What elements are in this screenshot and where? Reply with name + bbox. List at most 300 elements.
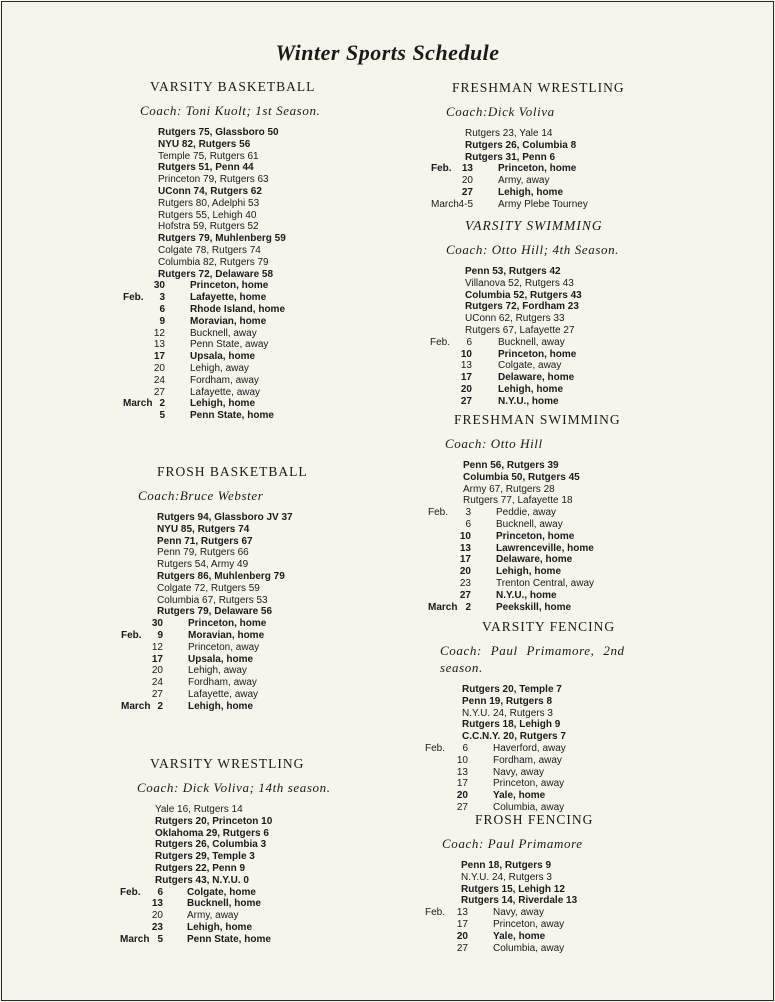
month-label: Feb. (431, 163, 452, 175)
coach-line: Coach:Bruce Webster (138, 488, 264, 503)
varsity-wrestling-section (0, 755, 388, 946)
fixture-text: Lehigh, home (188, 700, 253, 712)
schedule-row (0, 828, 388, 840)
schedule-row (0, 387, 388, 399)
result-text: NYU 85, Rutgers 74 (157, 523, 250, 535)
day-number: 13 (456, 766, 468, 778)
fixture-text: Princeton, away (188, 641, 260, 653)
freshman-wrestling-section (388, 79, 775, 211)
schedule-row (0, 816, 388, 828)
schedule-row (388, 175, 775, 187)
result-text: C.C.N.Y. 20, Rutgers 7 (462, 731, 566, 743)
result-text: NYU 82, Rutgers 56 (158, 138, 251, 150)
schedule-row (0, 198, 388, 210)
fixture-text: Peekskill, home (496, 601, 572, 613)
day-number: 24 (153, 374, 165, 386)
coach-line: Coach: Toni Kuolt; 1st Season. (140, 103, 321, 118)
day-number: 9 (157, 629, 163, 641)
result-text: Villanova 52, Rutgers 43 (465, 277, 574, 289)
day-number: 27 (460, 395, 472, 407)
schedule-row (388, 566, 775, 578)
result-text: Penn 53, Rutgers 42 (465, 266, 561, 277)
coach-line: Coach: Paul Primamore (442, 836, 583, 851)
schedule-row (0, 642, 388, 654)
frosh-basketball-section (0, 463, 388, 713)
schedule-row (0, 583, 388, 595)
month-label: March (121, 700, 151, 712)
frosh-fencing-section (388, 811, 775, 954)
fixture-text: Lehigh, home (187, 921, 252, 933)
fixture-text: Bucknell, away (190, 327, 257, 339)
day-number: 17 (151, 653, 163, 665)
section-heading: VARSITY FENCING (482, 619, 616, 634)
fixture-text: Lehigh, home (498, 383, 563, 395)
schedule-row (388, 349, 775, 361)
schedule-row (388, 484, 775, 496)
day-number: 27 (153, 386, 165, 398)
result-text: UConn 62, Rutgers 33 (465, 313, 565, 325)
result-text: Rutgers 43, N.Y.U. 0 (155, 874, 249, 886)
day-number: 20 (151, 665, 163, 677)
schedule-row (0, 665, 388, 677)
day-number: 20 (153, 362, 165, 374)
day-number: 13 (456, 907, 468, 919)
section-heading: VARSITY BASKETBALL (150, 79, 316, 94)
day-number: 13 (151, 898, 163, 910)
schedule-row (388, 313, 775, 325)
day-number: 24 (151, 677, 163, 689)
schedule-row (388, 128, 775, 140)
fixture-text: Princeton, home (498, 163, 577, 175)
day-number: 13 (461, 163, 473, 175)
fixture-text: Lafayette, away (188, 688, 259, 700)
schedule-row (388, 919, 775, 931)
results-list (388, 128, 775, 211)
schedule-row (0, 571, 388, 583)
fixture-text: Peddie, away (496, 507, 557, 519)
fixture-text: Fordham, away (493, 754, 562, 766)
day-number: 17 (460, 372, 472, 384)
day-number: 30 (151, 618, 163, 630)
fixture-text: Lehigh, away (188, 665, 247, 677)
fixture-text: Columbia, away (493, 801, 565, 813)
fixture-text: Army, away (187, 910, 239, 922)
schedule-row (388, 872, 775, 884)
coach-line: Coach: Dick Voliva; 14th season. (137, 780, 331, 795)
fixture-text: Haverford, away (493, 742, 566, 754)
schedule-row (0, 934, 388, 946)
day-number: 17 (153, 351, 165, 363)
result-text: UConn 74, Rutgers 62 (158, 185, 262, 197)
schedule-row (0, 701, 388, 713)
month-label: Feb. (120, 886, 141, 898)
schedule-row (0, 280, 388, 292)
fixture-text: Moravian, home (190, 315, 267, 327)
result-text: Rutgers 75, Glassboro 50 (158, 127, 279, 138)
results-list (0, 127, 388, 422)
result-text: Oklahoma 29, Rutgers 6 (155, 827, 269, 839)
day-number: 10 (456, 754, 468, 766)
fixture-text: Upsala, home (190, 351, 256, 363)
fixture-text: Bucknell, away (496, 518, 563, 530)
fixture-text: Princeton, home (498, 348, 577, 360)
schedule-row (388, 554, 775, 566)
schedule-row (388, 278, 775, 290)
schedule-row (0, 887, 388, 899)
fixture-text: Navy, away (493, 766, 544, 778)
schedule-row (0, 863, 388, 875)
schedule-row (0, 363, 388, 375)
schedule-row (0, 292, 388, 304)
day-number: 6 (466, 336, 472, 348)
day-number: 10 (459, 530, 471, 542)
fixture-text: Army, away (498, 175, 550, 187)
schedule-row (0, 221, 388, 233)
results-list (388, 460, 775, 613)
schedule-row (0, 875, 388, 887)
result-text: Rutgers 26, Columbia 8 (465, 139, 577, 151)
day-number: 2 (465, 601, 471, 613)
day-number: 27 (459, 589, 471, 601)
schedule-row (0, 316, 388, 328)
day-number: 3 (465, 507, 471, 519)
schedule-row (388, 578, 775, 590)
section-heading: FRESHMAN SWIMMING (454, 412, 621, 427)
schedule-row (388, 519, 775, 531)
schedule-row (388, 860, 775, 872)
schedule-row (388, 187, 775, 199)
fixture-text: Lehigh, home (498, 186, 563, 198)
day-number: 6 (462, 742, 468, 754)
schedule-row (388, 790, 775, 802)
day-number: 17 (456, 918, 468, 930)
fixture-text: Princeton, away (493, 918, 565, 930)
result-text: Rutgers 15, Lehigh 12 (461, 883, 565, 895)
schedule-row (0, 922, 388, 934)
day-number: 5 (159, 410, 165, 422)
schedule-row (388, 163, 775, 175)
schedule-row (388, 602, 775, 614)
month-label: Feb. (430, 336, 451, 348)
day-number: 23 (151, 921, 163, 933)
fixture-text: Trenton Central, away (496, 577, 595, 589)
schedule-row (0, 839, 388, 851)
schedule-row (0, 139, 388, 151)
fixture-text: Fordham, away (190, 374, 259, 386)
results-list (388, 860, 775, 954)
results-list (0, 512, 388, 713)
schedule-row (388, 325, 775, 337)
schedule-row (388, 337, 775, 349)
schedule-row (0, 245, 388, 257)
fixture-text: N.Y.U., home (498, 395, 559, 407)
schedule-row (0, 351, 388, 363)
result-text: Rutgers 79, Delaware 56 (157, 606, 273, 618)
fixture-text: Army Plebe Tourney (498, 198, 588, 210)
fixture-text: Penn State, away (190, 339, 269, 351)
results-list (0, 804, 388, 946)
result-text: Penn 19, Rutgers 8 (462, 695, 553, 707)
schedule-row (0, 186, 388, 198)
day-number: 20 (460, 383, 472, 395)
schedule-row (0, 233, 388, 245)
fixture-text: Lehigh, home (190, 398, 255, 410)
day-number: 2 (159, 398, 165, 410)
schedule-row (0, 630, 388, 642)
result-text: N.Y.U. 24, Rutgers 3 (462, 707, 553, 719)
schedule-row (0, 512, 388, 524)
schedule-row (0, 162, 388, 174)
fixture-text: Bucknell, away (498, 336, 565, 348)
fixture-text: Rhode Island, home (190, 303, 286, 315)
result-text: Rutgers 55, Lehigh 40 (158, 209, 257, 221)
day-number: 17 (459, 554, 471, 566)
schedule-row (0, 151, 388, 163)
result-text: Rutgers 29, Temple 3 (155, 851, 255, 863)
schedule-row (388, 684, 775, 696)
result-text: Rutgers 31, Penn 6 (465, 151, 556, 163)
day-number: 4-5 (458, 198, 473, 210)
day-number: 20 (461, 175, 473, 187)
fixture-text: Bucknell, home (187, 898, 261, 910)
day-number: 23 (459, 577, 471, 589)
schedule-row (0, 851, 388, 863)
result-text: Penn 56, Rutgers 39 (463, 460, 559, 471)
result-text: Rutgers 94, Glassboro JV 37 (157, 512, 293, 523)
schedule-row (388, 543, 775, 555)
coach-line: Coach: Paul Primamore, 2nd season. (440, 643, 625, 675)
schedule-row (388, 140, 775, 152)
schedule-row (0, 524, 388, 536)
fixture-text: Navy, away (493, 907, 544, 919)
result-text: Columbia 52, Rutgers 43 (465, 289, 582, 301)
result-text: Rutgers 23, Yale 14 (465, 128, 553, 139)
month-label: Feb. (123, 292, 144, 304)
schedule-row (0, 606, 388, 618)
schedule-row (0, 269, 388, 281)
fixture-text: Penn State, home (187, 933, 271, 945)
day-number: 27 (456, 942, 468, 954)
schedule-row (0, 804, 388, 816)
result-text: Rutgers 86, Muhlenberg 79 (157, 570, 285, 582)
varsity-basketball-section (0, 78, 388, 422)
schedule-row (0, 677, 388, 689)
schedule-row (0, 339, 388, 351)
day-number: 27 (151, 688, 163, 700)
result-text: Colgate 72, Rutgers 59 (157, 582, 260, 594)
freshman-swimming-section (388, 411, 775, 613)
fixture-text: Princeton, home (496, 530, 575, 542)
result-text: Rutgers 22, Penn 9 (155, 862, 246, 874)
fixture-text: Colgate, home (187, 886, 256, 898)
result-text: Rutgers 72, Fordham 23 (465, 301, 579, 313)
day-number: 12 (151, 641, 163, 653)
schedule-row (388, 755, 775, 767)
fixture-text: Lawrenceville, home (496, 542, 594, 554)
page-title: Winter Sports Schedule (275, 40, 500, 65)
fixture-text: Delaware, home (496, 554, 573, 566)
schedule-row (388, 895, 775, 907)
result-text: Penn 71, Rutgers 67 (157, 535, 253, 547)
schedule-row (388, 396, 775, 408)
schedule-row (0, 257, 388, 269)
results-list (388, 684, 775, 814)
day-number: 13 (460, 360, 472, 372)
result-text: Colgate 78, Rutgers 74 (158, 244, 261, 256)
schedule-row (388, 507, 775, 519)
coach-line: Coach:Dick Voliva (446, 104, 555, 119)
fixture-text: Lafayette, home (190, 292, 267, 304)
day-number: 20 (459, 566, 471, 578)
result-text: Rutgers 20, Princeton 10 (155, 815, 273, 827)
schedule-row (0, 547, 388, 559)
result-text: Rutgers 54, Army 49 (157, 559, 249, 571)
day-number: 20 (456, 790, 468, 802)
schedule-row (388, 531, 775, 543)
fixture-text: Yale, home (493, 930, 546, 942)
schedule-row (388, 472, 775, 484)
result-text: Princeton 79, Rutgers 63 (158, 174, 269, 186)
varsity-fencing-section (388, 618, 775, 814)
result-text: Yale 16, Rutgers 14 (155, 804, 243, 815)
schedule-row (388, 696, 775, 708)
fixture-text: Penn State, home (190, 410, 274, 422)
result-text: Hofstra 59, Rutgers 52 (158, 221, 259, 233)
fixture-text: Upsala, home (188, 653, 254, 665)
schedule-row (0, 898, 388, 910)
schedule-row (388, 884, 775, 896)
schedule-row (0, 375, 388, 387)
fixture-text: Colgate, away (498, 360, 562, 372)
schedule-row (388, 719, 775, 731)
result-text: Columbia 50, Rutgers 45 (463, 471, 580, 483)
month-label: Feb. (428, 507, 449, 519)
schedule-row (388, 731, 775, 743)
schedule-row (0, 654, 388, 666)
result-text: Columbia 82, Rutgers 79 (158, 256, 269, 268)
day-number: 27 (456, 801, 468, 813)
day-number: 6 (465, 518, 471, 530)
fixture-text: Yale, home (493, 790, 546, 802)
day-number: 10 (460, 348, 472, 360)
schedule-row (388, 152, 775, 164)
day-number: 3 (159, 292, 165, 304)
month-label: Feb. (425, 742, 446, 754)
result-text: Columbia 67, Rutgers 53 (157, 594, 268, 606)
schedule-row (0, 910, 388, 922)
result-text: N.Y.U. 24, Rutgers 3 (461, 871, 552, 883)
result-text: Rutgers 26, Columbia 3 (155, 839, 267, 851)
month-label: Feb. (425, 907, 446, 919)
fixture-text: Princeton, home (190, 280, 269, 292)
fixture-text: Columbia, away (493, 942, 565, 954)
schedule-row (0, 127, 388, 139)
schedule-row (388, 290, 775, 302)
schedule-row (388, 708, 775, 720)
day-number: 5 (157, 933, 163, 945)
fixture-text: Lehigh, away (190, 362, 249, 374)
day-number: 13 (459, 542, 471, 554)
result-text: Penn 79, Rutgers 66 (157, 547, 249, 559)
schedule-row (0, 410, 388, 422)
day-number: 17 (456, 778, 468, 790)
schedule-row (388, 301, 775, 313)
result-text: Rutgers 14, Riverdale 13 (461, 895, 578, 907)
month-label: Feb. (121, 629, 142, 641)
day-number: 27 (461, 186, 473, 198)
results-list (388, 266, 775, 408)
month-label: March (428, 601, 458, 613)
section-heading: VARSITY WRESTLING (150, 756, 305, 771)
schedule-row (388, 931, 775, 943)
coach-line: Coach: Otto Hill (445, 436, 543, 451)
schedule-row (0, 210, 388, 222)
varsity-swimming-section (388, 217, 775, 408)
coach-line: Coach: Otto Hill; 4th Season. (446, 242, 620, 257)
month-label: March (431, 198, 459, 210)
fixture-text: Lafayette, away (190, 386, 261, 398)
schedule-row (0, 174, 388, 186)
schedule-row (0, 689, 388, 701)
section-heading: FROSH BASKETBALL (157, 464, 308, 479)
day-number: 13 (153, 339, 165, 351)
schedule-row (388, 743, 775, 755)
schedule-row (388, 767, 775, 779)
result-text: Rutgers 51, Penn 44 (158, 162, 254, 174)
day-number: 2 (157, 700, 163, 712)
fixture-text: Lehigh, home (496, 566, 561, 578)
schedule-row (0, 328, 388, 340)
schedule-row (388, 372, 775, 384)
day-number: 20 (151, 910, 163, 922)
result-text: Army 67, Rutgers 28 (463, 483, 555, 495)
result-text: Rutgers 67, Lafayette 27 (465, 324, 575, 336)
schedule-row (0, 559, 388, 571)
section-heading: FRESHMAN WRESTLING (452, 80, 625, 95)
schedule-row (0, 595, 388, 607)
day-number: 6 (157, 886, 163, 898)
result-text: Rutgers 79, Muhlenberg 59 (158, 233, 286, 245)
schedule-row (388, 384, 775, 396)
schedule-row (388, 495, 775, 507)
day-number: 12 (153, 327, 165, 339)
day-number: 30 (153, 280, 165, 292)
result-text: Rutgers 77, Lafayette 18 (463, 495, 573, 507)
schedule-row (0, 618, 388, 630)
day-number: 6 (159, 303, 165, 315)
month-label: March (120, 933, 150, 945)
schedule-row (388, 907, 775, 919)
result-text: Rutgers 72, Delaware 58 (158, 268, 274, 280)
schedule-row (388, 460, 775, 472)
result-text: Rutgers 80, Adelphi 53 (158, 197, 260, 209)
fixture-text: Delaware, home (498, 372, 575, 384)
fixture-text: Fordham, away (188, 677, 257, 689)
result-text: Rutgers 20, Temple 7 (462, 684, 562, 695)
result-text: Penn 18, Rutgers 9 (461, 860, 552, 871)
result-text: Temple 75, Rutgers 61 (158, 150, 259, 162)
schedule-row (0, 536, 388, 548)
result-text: Rutgers 18, Lehigh 9 (462, 719, 561, 731)
section-heading: FROSH FENCING (475, 812, 594, 827)
schedule-row (388, 360, 775, 372)
schedule-row (388, 199, 775, 211)
schedule-row (388, 778, 775, 790)
month-label: March (123, 398, 153, 410)
fixture-text: Moravian, home (188, 629, 265, 641)
schedule-row (388, 590, 775, 602)
schedule-row (0, 398, 388, 410)
